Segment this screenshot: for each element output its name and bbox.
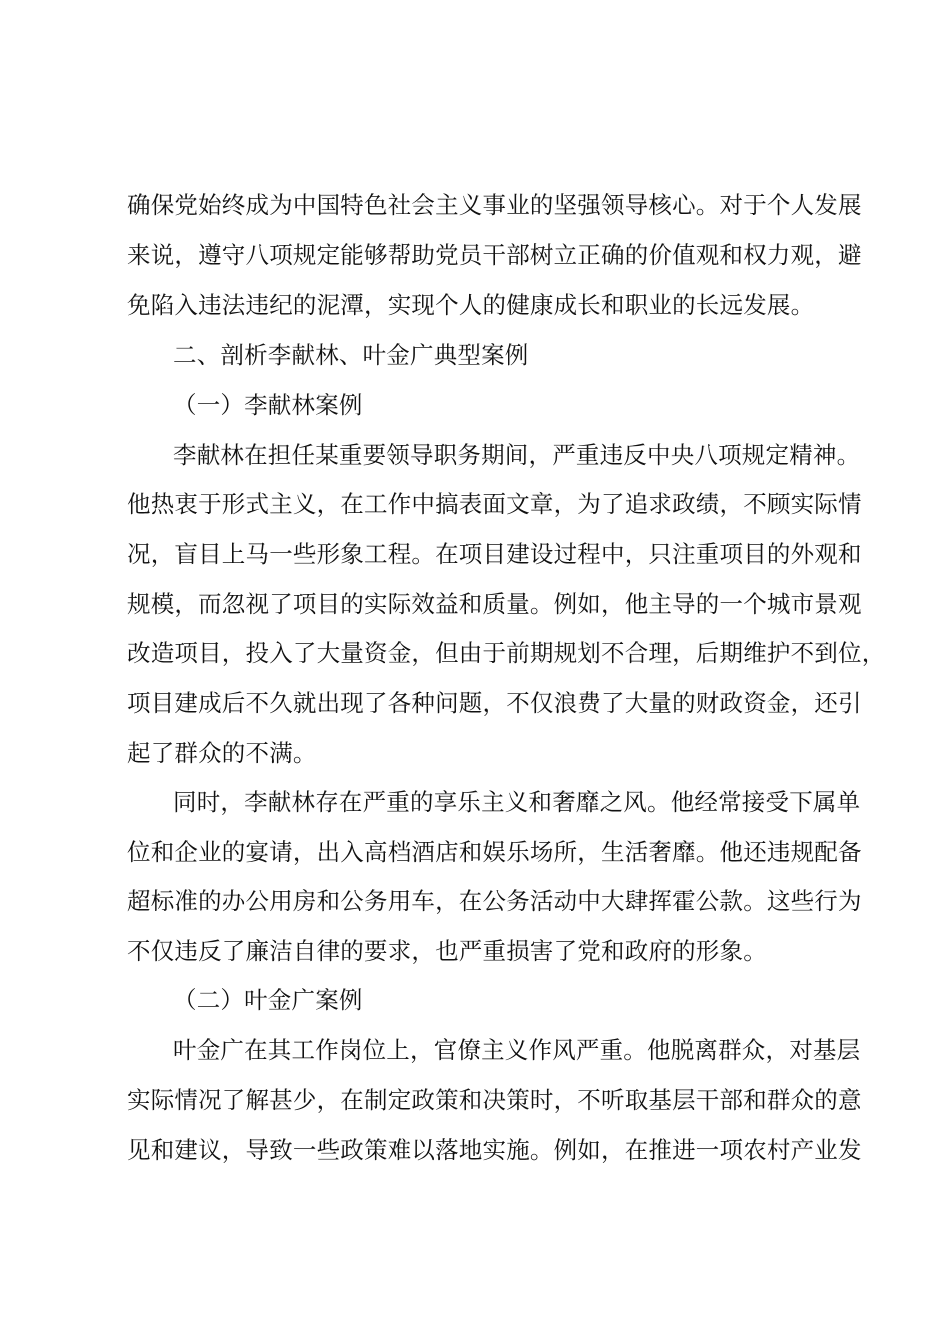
text-line: 叶金广在其工作岗位上，官僚主义作风严重。他脱离群众，对基层 bbox=[173, 1036, 861, 1064]
text-line: 确保党始终成为中国特色社会主义事业的坚强领导核心。对于个人发展 bbox=[127, 191, 862, 219]
text-line: 他热衷于形式主义，在工作中搞表面文章，为了追求政绩，不顾实际情 bbox=[127, 490, 862, 518]
text-line: 来说，遵守八项规定能够帮助党员干部树立正确的价值观和权力观，避 bbox=[127, 241, 862, 269]
text-line: 规模，而忽视了项目的实际效益和质量。例如，他主导的一个城市景观 bbox=[127, 590, 862, 618]
text-line: 起了群众的不满。 bbox=[127, 739, 317, 767]
text-line: 李献林在担任某重要领导职务期间，严重违反中央八项规定精神。 bbox=[173, 441, 861, 469]
text-line: 项目建成后不久就出现了各种问题，不仅浪费了大量的财政资金，还引 bbox=[127, 689, 862, 717]
text-line: 免陷入违法违纪的泥潭，实现个人的健康成长和职业的长远发展。 bbox=[127, 291, 815, 319]
text-line: 位和企业的宴请，出入高档酒店和娱乐场所，生活奢靡。他还违规配备 bbox=[127, 838, 862, 866]
text-line: 同时，李献林存在严重的享乐主义和奢靡之风。他经常接受下属单 bbox=[173, 788, 861, 816]
text-line: 实际情况了解甚少，在制定政策和决策时，不听取基层干部和群众的意 bbox=[127, 1086, 862, 1114]
text-line: 况，盲目上马一些形象工程。在项目建设过程中，只注重项目的外观和 bbox=[127, 540, 862, 568]
subsection-heading: （二）叶金广案例 bbox=[173, 986, 363, 1014]
text-line: 超标准的办公用房和公务用车，在公务活动中大肆挥霍公款。这些行为 bbox=[127, 887, 862, 915]
text-line: 不仅违反了廉洁自律的要求，也严重损害了党和政府的形象。 bbox=[127, 937, 767, 965]
text-line: 见和建议，导致一些政策难以落地实施。例如，在推进一项农村产业发 bbox=[127, 1136, 862, 1164]
text-line: 改造项目，投入了大量资金，但由于前期规划不合理，后期维护不到位， bbox=[127, 639, 886, 667]
subsection-heading: （一）李献林案例 bbox=[173, 391, 363, 419]
section-heading: 二、剖析李献林、叶金广典型案例 bbox=[173, 341, 529, 369]
